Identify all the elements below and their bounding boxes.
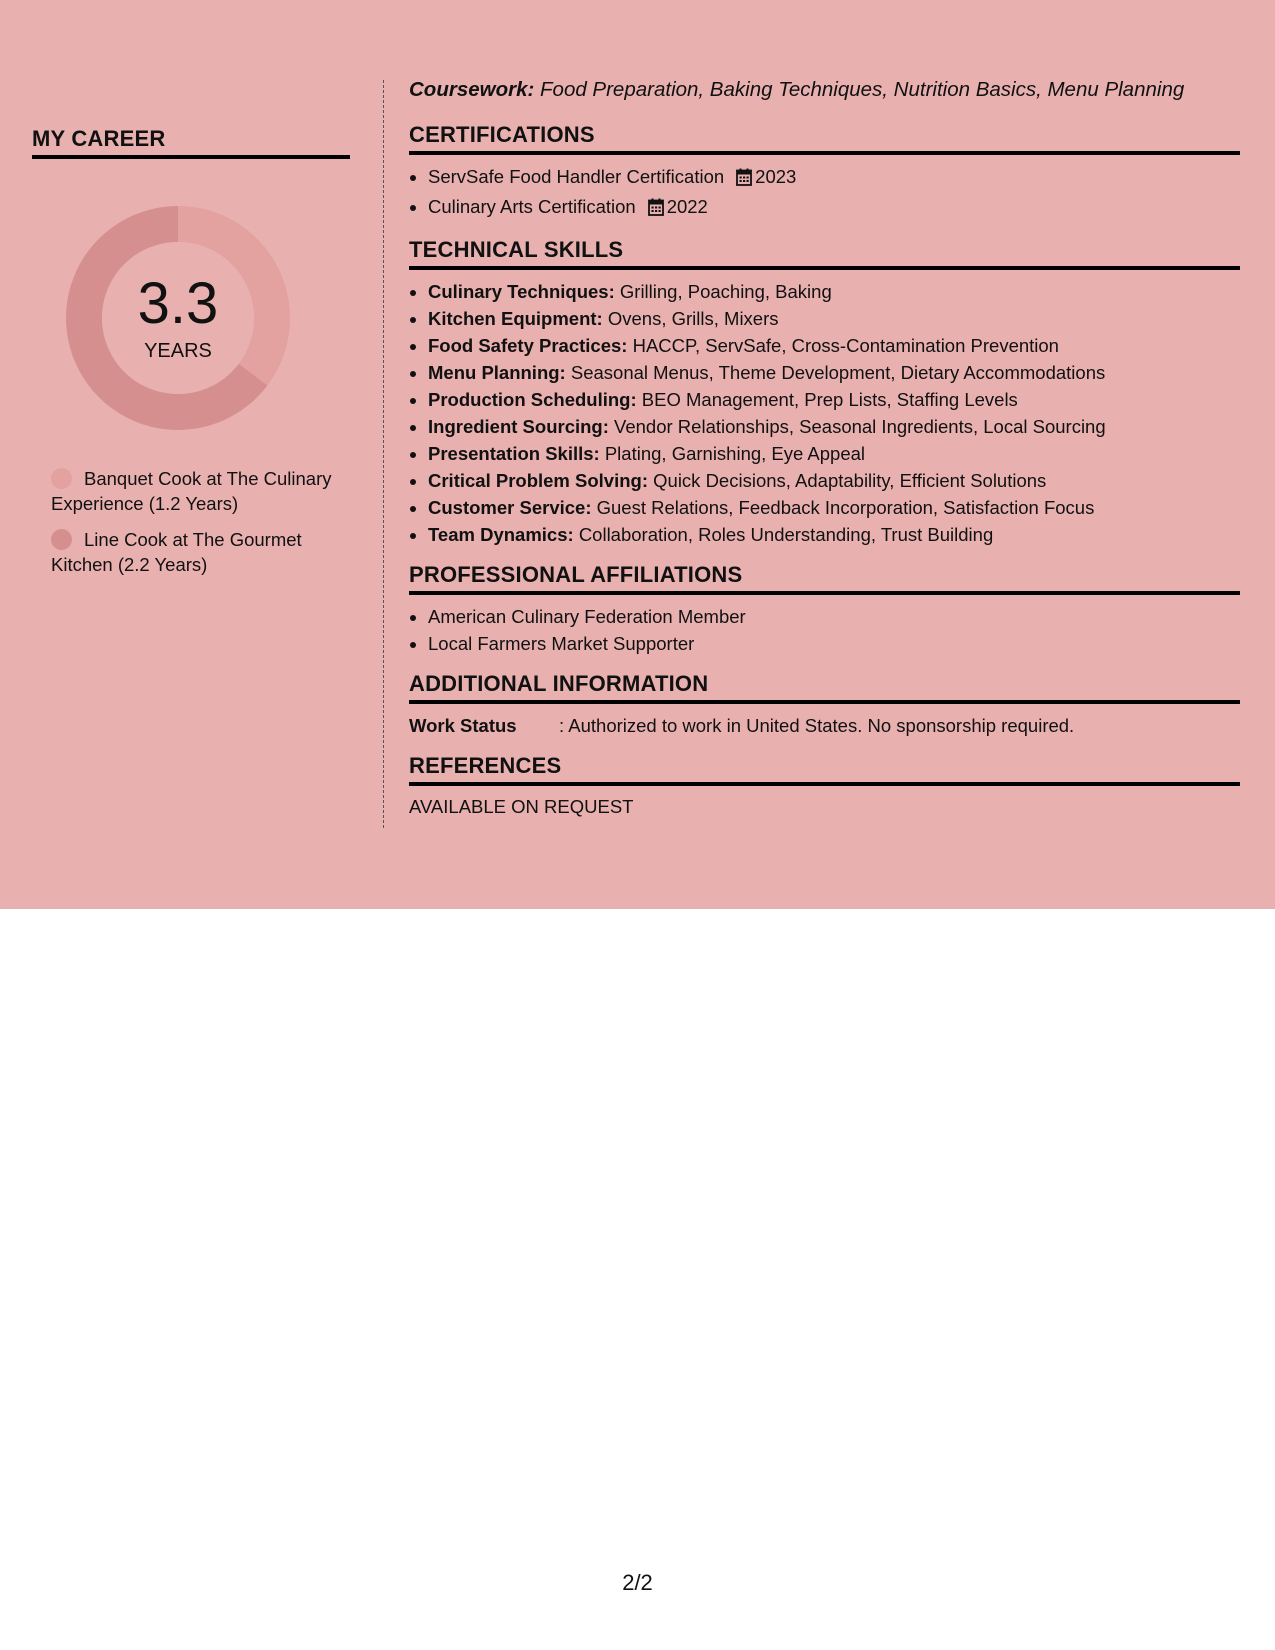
coursework-value: Food Preparation, Baking Techniques, Nutrition Basics, Menu Planning: [540, 78, 1185, 101]
skill-label: Presentation Skills:: [428, 443, 600, 464]
career-section-title: MY CAREER: [32, 126, 350, 159]
skill-value: Ovens, Grills, Mixers: [607, 308, 779, 329]
skill-item: [428, 305, 1240, 332]
certification-year: 2022: [666, 196, 708, 217]
skill-label: Team Dynamics:: [428, 524, 574, 545]
total-years-value: 3.3: [137, 271, 219, 336]
legend-label: Banquet Cook at The Culinary Experience (1.2 Years): [51, 468, 332, 514]
technical-skills-list: [409, 278, 1240, 548]
skill-item: [428, 467, 1240, 494]
work-status-row: [409, 712, 1240, 739]
career-legend: [51, 466, 341, 588]
certifications-title: CERTIFICATIONS: [409, 122, 1240, 155]
skill-item: [428, 521, 1240, 548]
legend-label: Line Cook at The Gourmet Kitchen (2.2 Years): [51, 529, 302, 575]
skill-label: Customer Service:: [428, 497, 592, 518]
affiliations-list: [409, 603, 1240, 657]
affiliation-item: • Local Farmers Market Supporter: [428, 630, 1240, 657]
skill-label: Critical Problem Solving:: [428, 470, 648, 491]
certifications-section: [409, 122, 1240, 223]
skill-label: Menu Planning:: [428, 362, 566, 383]
references-title: REFERENCES: [409, 753, 1240, 786]
affiliation-item: • American Culinary Federation Member: [428, 603, 1240, 630]
references-section: [409, 753, 1240, 818]
total-years-unit: YEARS: [144, 340, 212, 362]
skill-item: [428, 359, 1240, 386]
career-donut-chart: [66, 206, 290, 430]
technical-skills-title: TECHNICAL SKILLS: [409, 237, 1240, 270]
certification-name: Culinary Arts Certification: [428, 196, 636, 217]
legend-dot: [51, 468, 72, 489]
certification-name: ServSafe Food Handler Certification: [428, 166, 725, 187]
skill-value: Grilling, Poaching, Baking: [619, 281, 832, 302]
certification-item: [428, 193, 1240, 223]
legend-dot: [51, 529, 72, 550]
skill-label: Ingredient Sourcing:: [428, 416, 609, 437]
legend-item: [51, 466, 341, 516]
references-text: AVAILABLE ON REQUEST: [409, 796, 634, 817]
certification-item: [428, 163, 1240, 193]
work-status-value: : Authorized to work in United States. No sponsorship required.: [559, 715, 1075, 736]
legend-item: [51, 527, 341, 577]
calendar-icon: [736, 166, 752, 193]
skill-label: Food Safety Practices:: [428, 335, 628, 356]
skill-item: [428, 494, 1240, 521]
skill-label: Production Scheduling:: [428, 389, 637, 410]
skill-value: Seasonal Menus, Theme Development, Dietary Accommodations: [570, 362, 1106, 383]
skill-item: [428, 278, 1240, 305]
skill-value: Plating, Garnishing, Eye Appeal: [604, 443, 866, 464]
skill-item: [428, 413, 1240, 440]
coursework-label: Coursework:: [409, 78, 535, 101]
additional-info-title: ADDITIONAL INFORMATION: [409, 671, 1240, 704]
certification-year: 2023: [755, 166, 797, 187]
certifications-list: [409, 163, 1240, 223]
calendar-icon: [648, 196, 664, 223]
skill-value: Collaboration, Roles Understanding, Trust Building: [578, 524, 994, 545]
right-column: [409, 78, 1240, 832]
column-divider: [383, 80, 384, 828]
skill-value: HACCP, ServSafe, Cross-Contamination Prevention: [632, 335, 1059, 356]
skill-label: Kitchen Equipment:: [428, 308, 603, 329]
coursework-line: [409, 78, 1240, 102]
skill-value: Quick Decisions, Adaptability, Efficient Solutions: [653, 470, 1047, 491]
technical-skills-section: [409, 237, 1240, 548]
affiliations-section: [409, 562, 1240, 657]
work-status-label: Work Status: [409, 715, 517, 736]
skill-item: [428, 386, 1240, 413]
skill-value: BEO Management, Prep Lists, Staffing Levels: [641, 389, 1018, 410]
skill-label: Culinary Techniques:: [428, 281, 615, 302]
page-number: 2/2: [622, 1570, 653, 1595]
affiliations-title: PROFESSIONAL AFFILIATIONS: [409, 562, 1240, 595]
additional-info-section: [409, 671, 1240, 739]
skill-value: Vendor Relationships, Seasonal Ingredients, Local Sourcing: [614, 416, 1106, 437]
skill-value: Guest Relations, Feedback Incorporation, Satisfaction Focus: [596, 497, 1095, 518]
skill-item: [428, 440, 1240, 467]
skill-item: [428, 332, 1240, 359]
